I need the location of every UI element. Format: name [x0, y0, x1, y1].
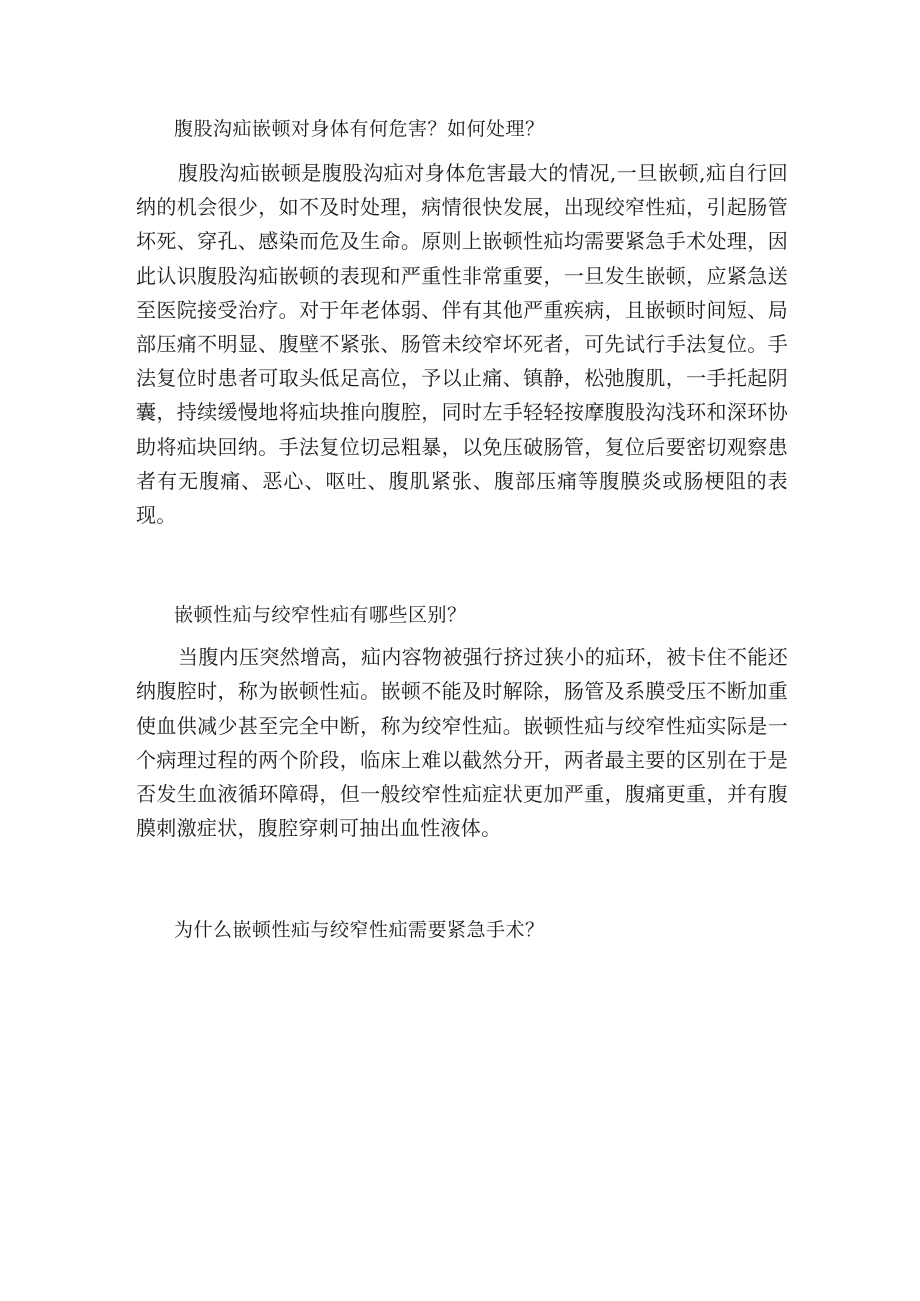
section-heading-difference: 嵌顿性疝与绞窄性疝有哪些区别？ [174, 604, 467, 627]
document-page [136, 112, 788, 947]
section-heading-urgent-surgery: 为什么嵌顿性疝与绞窄性疝需要紧急手术？ [174, 919, 545, 942]
section-body-hernia-harm: 腹股沟疝嵌顿是腹股沟疝对身体危害最大的情况,一旦嵌顿,疝自行回纳的机会很少，如不及时处理，病情很快发展，出现绞窄性疝，引起肠管坏死、穿孔、感染而危及生命。原则上嵌顿性疝均需要紧急手术处理，因此认识腹股沟疝嵌顿的表现和严重性非常重要，一旦发生嵌顿，应紧急送至医院接受治疗。对于年老体弱、伴有其他严重疾病，且嵌顿时间短、局部压痛不明显、腹壁不紧张、肠管未绞窄坏死者，可先试行手法复位。手法复位时患者可取头低足高位，予以止痛、镇静，松弛腹肌，一手托起阴囊，持续缓慢地将疝块推向腹腔，同时左手轻轻按摩腹股沟浅环和深环协助将疝块回纳。手法复位切忌粗暴，以免压破肠管，复位后要密切观察患者有无腹痛、恶心、呕吐、腹肌紧张、腹部压痛等腹膜炎或肠梗阻的表现。 [136, 161, 788, 528]
section-heading-hernia-harm: 腹股沟疝嵌顿对身体有何危害？如何处理？ [174, 118, 545, 140]
section-body-difference: 当腹内压突然增高，疝内容物被强行挤过狭小的疝环，被卡住不能还纳腹腔时，称为嵌顿性疝。嵌顿不能及时解除，肠管及系膜受压不断加重使血供减少甚至完全中断，称为绞窄性疝。嵌顿性疝与绞窄性疝实际是一个病理过程的两个阶段，临床上难以截然分开，两者最主要的区别在于是否发生血液循环障碍，但一般绞窄性疝症状更加严重，腹痛更重，并有腹膜刺激症状，腹腔穿刺可抽出血性液体。 [136, 645, 788, 841]
